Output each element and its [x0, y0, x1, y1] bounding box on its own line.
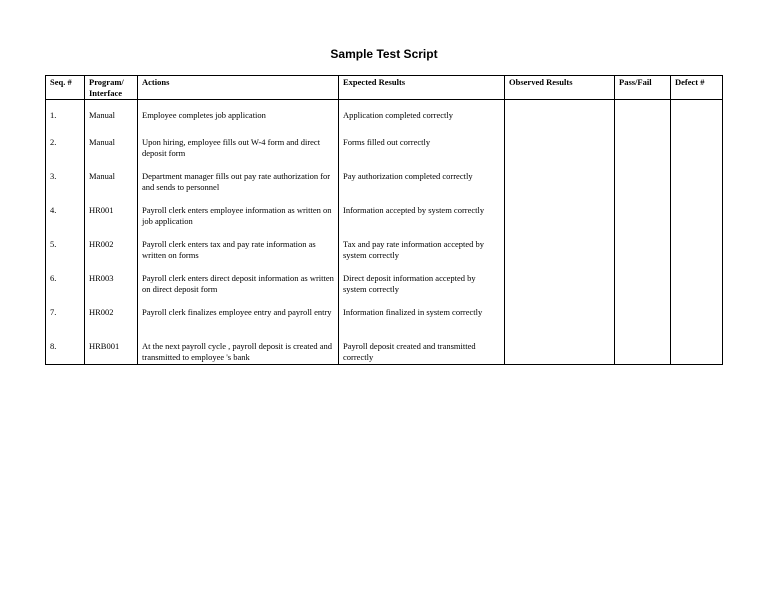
expected-cell: Direct deposit information accepted by system correctly [339, 264, 505, 298]
column-header-seq: Seq. # [46, 76, 85, 100]
seq-cell: 6. [46, 264, 85, 298]
defect-cell [671, 332, 723, 365]
table-row [46, 230, 723, 264]
page-title: Sample Test Script [330, 47, 438, 61]
passfail-cell [615, 298, 671, 332]
column-header-passfail: Pass/Fail [615, 76, 671, 100]
expected-cell: Information finalized in system correctly [339, 298, 505, 332]
table-row [46, 264, 723, 298]
defect-cell [671, 230, 723, 264]
passfail-cell [615, 100, 671, 129]
passfail-cell [615, 196, 671, 230]
observed-cell [505, 264, 615, 298]
table-row [46, 298, 723, 332]
action-cell: At the next payroll cycle , payroll deposit is created and transmitted to employee 's bank [138, 332, 339, 365]
column-header-observed: Observed Results [505, 76, 615, 100]
seq-cell: 3. [46, 162, 85, 196]
defect-cell [671, 128, 723, 162]
passfail-cell [615, 332, 671, 365]
action-cell: Payroll clerk enters direct deposit information as written on direct deposit form [138, 264, 339, 298]
program-cell: HR003 [85, 264, 138, 298]
program-cell: Manual [85, 100, 138, 129]
defect-cell [671, 100, 723, 129]
column-header-defect: Defect # [671, 76, 723, 100]
observed-cell [505, 196, 615, 230]
seq-cell: 4. [46, 196, 85, 230]
header-row [46, 76, 723, 100]
expected-cell: Pay authorization completed correctly [339, 162, 505, 196]
expected-cell: Information accepted by system correctly [339, 196, 505, 230]
observed-cell [505, 162, 615, 196]
table-row [46, 128, 723, 162]
defect-cell [671, 264, 723, 298]
action-cell: Payroll clerk finalizes employee entry and payroll entry [138, 298, 339, 332]
passfail-cell [615, 264, 671, 298]
seq-cell: 5. [46, 230, 85, 264]
program-cell: HR001 [85, 196, 138, 230]
expected-cell: Payroll deposit created and transmitted correctly [339, 332, 505, 365]
action-cell: Department manager fills out pay rate authorization for and sends to personnel [138, 162, 339, 196]
column-header-expected: Expected Results [339, 76, 505, 100]
table-row [46, 100, 723, 129]
column-header-actions: Actions [138, 76, 339, 100]
table-row [46, 196, 723, 230]
observed-cell [505, 128, 615, 162]
expected-cell: Forms filled out correctly [339, 128, 505, 162]
defect-cell [671, 196, 723, 230]
seq-cell: 8. [46, 332, 85, 365]
program-cell: HRB001 [85, 332, 138, 365]
defect-cell [671, 298, 723, 332]
column-header-program: Program/ Interface [85, 76, 138, 100]
expected-cell: Tax and pay rate information accepted by system correctly [339, 230, 505, 264]
program-cell: Manual [85, 128, 138, 162]
program-cell: HR002 [85, 230, 138, 264]
passfail-cell [615, 162, 671, 196]
program-cell: Manual [85, 162, 138, 196]
table-row [46, 332, 723, 365]
observed-cell [505, 332, 615, 365]
action-cell: Payroll clerk enters tax and pay rate information as written on forms [138, 230, 339, 264]
seq-cell: 2. [46, 128, 85, 162]
observed-cell [505, 100, 615, 129]
defect-cell [671, 162, 723, 196]
observed-cell [505, 298, 615, 332]
seq-cell: 1. [46, 100, 85, 129]
action-cell: Upon hiring, employee fills out W-4 form and direct deposit form [138, 128, 339, 162]
action-cell: Employee completes job application [138, 100, 339, 129]
action-cell: Payroll clerk enters employee information as written on job application [138, 196, 339, 230]
test-script-table [45, 75, 723, 365]
expected-cell: Application completed correctly [339, 100, 505, 129]
seq-cell: 7. [46, 298, 85, 332]
passfail-cell [615, 230, 671, 264]
table-row [46, 162, 723, 196]
program-cell: HR002 [85, 298, 138, 332]
observed-cell [505, 230, 615, 264]
passfail-cell [615, 128, 671, 162]
